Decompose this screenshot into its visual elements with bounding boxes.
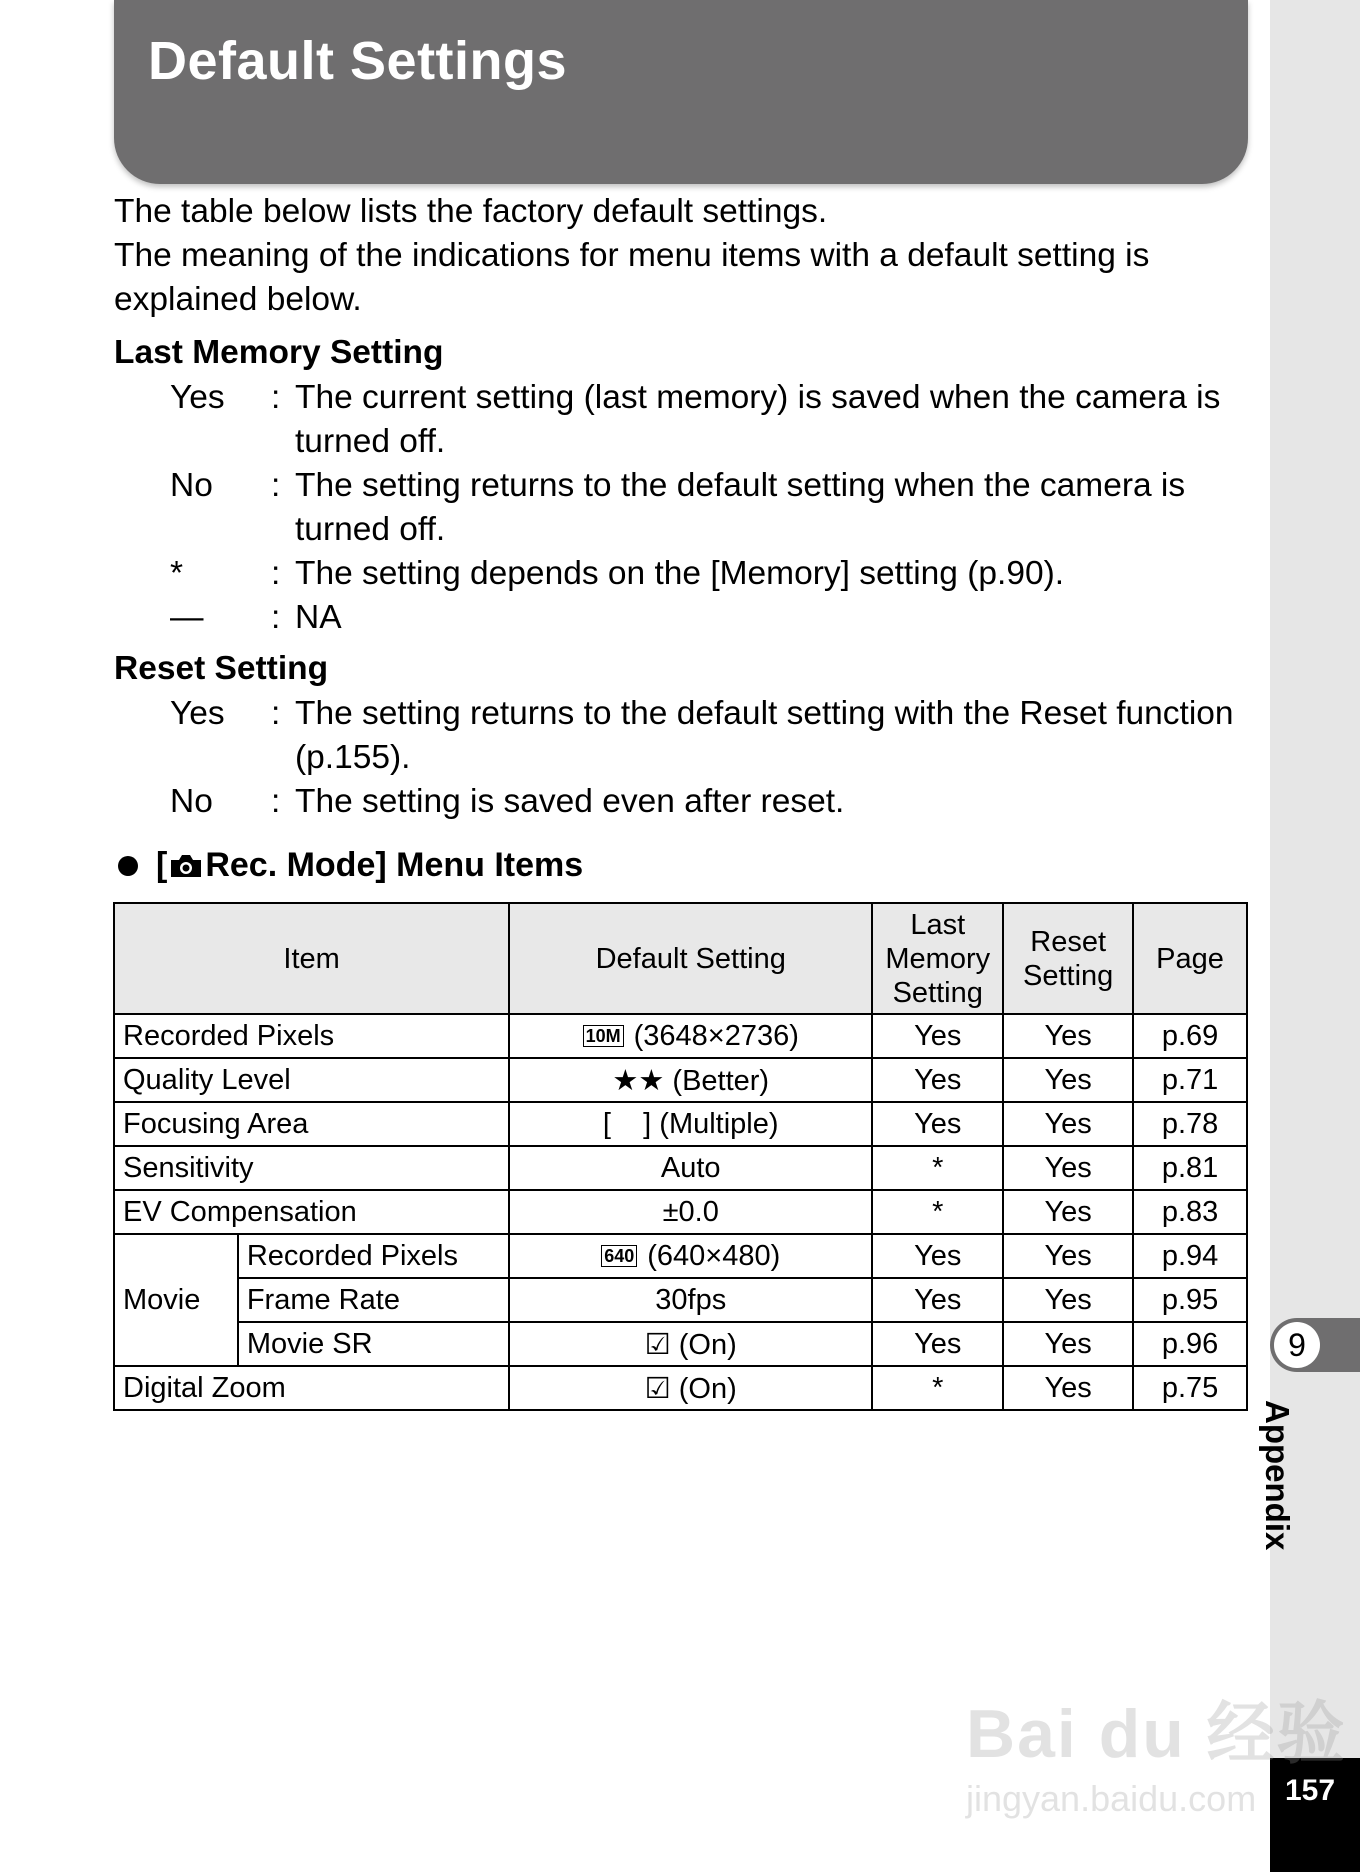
- cell-default: [509, 1366, 872, 1410]
- menu-heading-prefix: [: [156, 846, 168, 884]
- last-memory-heading: Last Memory Setting: [114, 334, 444, 371]
- cell-last-memory: *: [872, 1190, 1003, 1234]
- cell-default: Auto: [509, 1146, 872, 1190]
- cell-page: p.96: [1133, 1322, 1247, 1366]
- cell-reset: Yes: [1003, 1014, 1133, 1058]
- cell-page: p.83: [1133, 1190, 1247, 1234]
- intro-line: The table below lists the factory default settings.: [114, 193, 828, 230]
- definition-colon: :: [271, 467, 281, 504]
- definition-colon: :: [271, 783, 281, 820]
- cell-last-memory: Yes: [872, 1058, 1003, 1102]
- title-bar: [114, 0, 1248, 184]
- definition-colon: :: [271, 379, 281, 416]
- cell-last-memory: *: [872, 1146, 1003, 1190]
- cell-last-memory: Yes: [872, 1014, 1003, 1058]
- header-reset-setting: Reset Setting: [1003, 903, 1133, 1014]
- cell-item: Movie SR: [238, 1322, 509, 1366]
- cell-page: p.71: [1133, 1058, 1247, 1102]
- definition-desc: NA: [295, 599, 342, 636]
- definition-term: —: [170, 599, 204, 636]
- cell-default: [509, 1102, 872, 1146]
- definition-item: [170, 376, 1250, 464]
- definition-item: [170, 692, 1250, 780]
- definition-colon: :: [271, 695, 281, 732]
- bullet-icon: [118, 856, 138, 876]
- quality-stars-icon: ★★: [612, 1064, 665, 1097]
- definition-item: [170, 464, 1250, 552]
- cell-page: p.81: [1133, 1146, 1247, 1190]
- menu-items-heading: [118, 846, 583, 885]
- definition-item: [170, 552, 1250, 596]
- cell-item: EV Compensation: [114, 1190, 509, 1234]
- cell-item: Focusing Area: [114, 1102, 509, 1146]
- cell-reset: Yes: [1003, 1322, 1133, 1366]
- menu-heading-suffix: Rec. Mode] Menu Items: [205, 846, 584, 884]
- intro-line: The meaning of the indications for menu items with a default setting is explained below.: [114, 237, 1150, 318]
- cell-last-memory: Yes: [872, 1278, 1003, 1322]
- cell-last-memory: *: [872, 1366, 1003, 1410]
- table-row: [114, 1058, 1247, 1102]
- cell-item: Digital Zoom: [114, 1366, 509, 1410]
- cell-reset: Yes: [1003, 1190, 1133, 1234]
- cell-reset: Yes: [1003, 1146, 1133, 1190]
- header-default-setting: Default Setting: [509, 903, 872, 1014]
- cell-page: p.95: [1133, 1278, 1247, 1322]
- cell-item: Recorded Pixels: [238, 1234, 509, 1278]
- definition-term: No: [170, 467, 213, 504]
- cell-item: Quality Level: [114, 1058, 509, 1102]
- table-header-row: [114, 903, 1247, 1014]
- side-strip: [1270, 0, 1360, 1872]
- cell-last-memory: Yes: [872, 1322, 1003, 1366]
- cell-default-text: (640×480): [647, 1239, 781, 1272]
- cell-reset: Yes: [1003, 1234, 1133, 1278]
- definition-desc: The setting returns to the default setting when the camera is turned off.: [295, 467, 1186, 548]
- cell-reset: Yes: [1003, 1278, 1133, 1322]
- chapter-number: 9: [1274, 1322, 1320, 1368]
- cell-item: Recorded Pixels: [114, 1014, 509, 1058]
- recorded-pixels-icon: 10M: [583, 1025, 624, 1047]
- definition-colon: :: [271, 599, 281, 636]
- page-number: 157: [1284, 1774, 1336, 1807]
- table-row: [114, 1366, 1247, 1410]
- movie-pixels-icon: 640: [601, 1245, 637, 1267]
- watermark-url: jingyan.baidu.com: [966, 1778, 1257, 1819]
- focus-frame-icon: [ ]: [602, 1107, 652, 1140]
- definition-term: No: [170, 783, 213, 820]
- cell-page: p.69: [1133, 1014, 1247, 1058]
- table-row: [114, 1014, 1247, 1058]
- cell-page: p.78: [1133, 1102, 1247, 1146]
- cell-item: Sensitivity: [114, 1146, 509, 1190]
- definition-term: Yes: [170, 379, 225, 416]
- definition-item: [170, 596, 1250, 640]
- cell-default-text: (Multiple): [659, 1107, 779, 1140]
- table-row: [114, 1102, 1247, 1146]
- default-settings-table: [113, 902, 1248, 1411]
- table-row: [114, 1146, 1247, 1190]
- cell-default: [509, 1058, 872, 1102]
- cell-last-memory: Yes: [872, 1234, 1003, 1278]
- cell-default-text: (On): [678, 1372, 737, 1405]
- checkbox-on-icon: ☑: [644, 1328, 671, 1361]
- intro-text: [114, 190, 1254, 322]
- cell-default: [509, 1322, 872, 1366]
- watermark-brand: Bai du 经验: [966, 1696, 1347, 1772]
- cell-default: [509, 1014, 872, 1058]
- header-page: Page: [1133, 903, 1247, 1014]
- cell-default: [509, 1234, 872, 1278]
- page-title: Default Settings: [148, 31, 568, 91]
- header-item: Item: [114, 903, 509, 1014]
- cell-default: 30fps: [509, 1278, 872, 1322]
- cell-item: Frame Rate: [238, 1278, 509, 1322]
- table-row: [114, 1278, 1247, 1322]
- cell-page: p.75: [1133, 1366, 1247, 1410]
- cell-default-text: (On): [678, 1328, 737, 1361]
- cell-reset: Yes: [1003, 1366, 1133, 1410]
- cell-default-text: (Better): [672, 1064, 770, 1097]
- cell-group-movie: Movie: [114, 1234, 238, 1366]
- definition-item: [170, 780, 1250, 824]
- definition-desc: The setting returns to the default setting with the Reset function (p.155).: [295, 695, 1234, 776]
- definition-desc: The setting depends on the [Memory] setting (p.90).: [295, 555, 1065, 592]
- header-last-memory: Last Memory Setting: [872, 903, 1003, 1014]
- cell-reset: Yes: [1003, 1102, 1133, 1146]
- reset-setting-heading: Reset Setting: [114, 650, 329, 687]
- cell-page: p.94: [1133, 1234, 1247, 1278]
- checkbox-on-icon: ☑: [644, 1372, 671, 1405]
- definition-term: Yes: [170, 695, 225, 732]
- definition-desc: The setting is saved even after reset.: [295, 783, 845, 820]
- cell-default: ±0.0: [509, 1190, 872, 1234]
- cell-default-text: (3648×2736): [633, 1019, 799, 1052]
- chapter-label: Appendix: [1259, 1400, 1296, 1551]
- definition-term: *: [170, 555, 184, 592]
- table-row: [114, 1322, 1247, 1366]
- cell-reset: Yes: [1003, 1058, 1133, 1102]
- definition-colon: :: [271, 555, 281, 592]
- definition-desc: The current setting (last memory) is saved when the camera is turned off.: [295, 379, 1221, 460]
- camera-icon: [169, 853, 203, 879]
- table-row: [114, 1190, 1247, 1234]
- cell-last-memory: Yes: [872, 1102, 1003, 1146]
- table-row: [114, 1234, 1247, 1278]
